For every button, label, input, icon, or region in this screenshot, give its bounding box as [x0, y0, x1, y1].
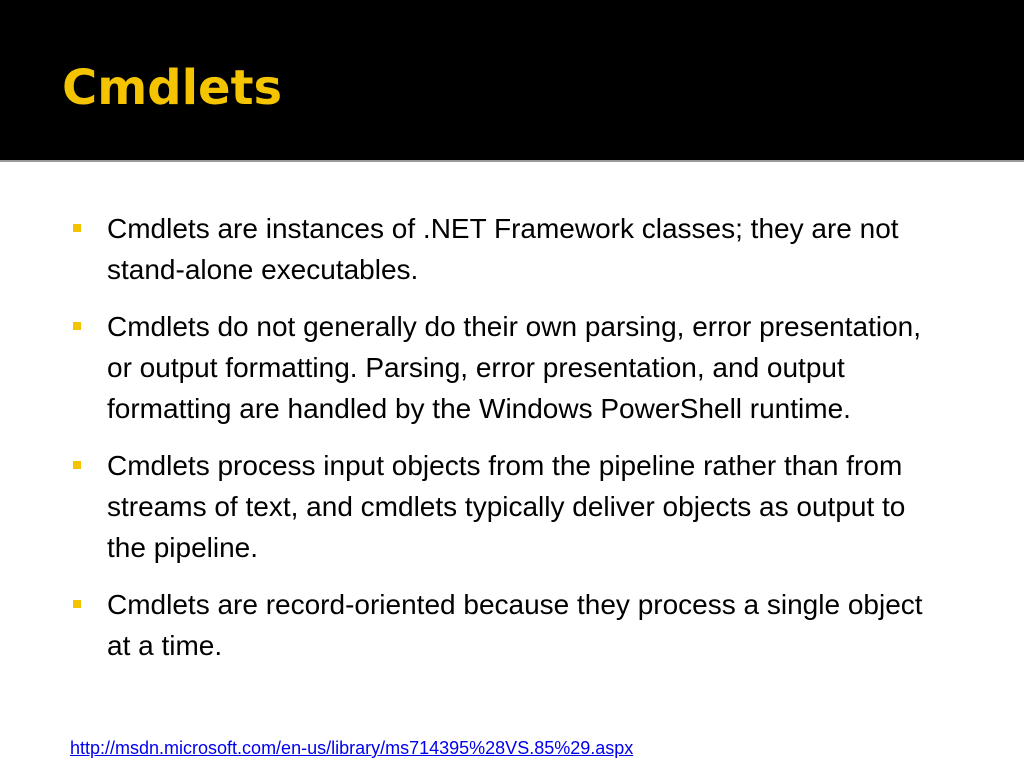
- bullet-item: [72, 306, 952, 429]
- bullet-item: [72, 584, 952, 666]
- bullet-text: Cmdlets are record-oriented because they process a single object at a time.: [107, 589, 923, 661]
- bullet-item: [72, 208, 952, 290]
- bullet-list: [72, 208, 952, 682]
- square-bullet-icon: [73, 600, 81, 608]
- bullet-text: Cmdlets do not generally do their own parsing, error presentation, or output formatting. Parsing, error presentation, and output formatting are handled by the Windows PowerShell runtime.: [107, 311, 921, 424]
- bullet-text: Cmdlets are instances of .NET Framework classes; they are not stand-alone executables.: [107, 213, 899, 285]
- square-bullet-icon: [73, 322, 81, 330]
- square-bullet-icon: [73, 461, 81, 469]
- bullet-item: [72, 445, 952, 568]
- slide-title: Cmdlets: [62, 60, 283, 116]
- square-bullet-icon: [73, 224, 81, 232]
- title-bar: [0, 0, 1024, 160]
- content-area: [0, 162, 1024, 768]
- source-link[interactable]: http://msdn.microsoft.com/en-us/library/ms714395%28VS.85%29.aspx: [70, 738, 634, 758]
- bullet-text: Cmdlets process input objects from the pipeline rather than from streams of text, and cmdlets typically deliver objects as output to the pipeline.: [107, 450, 906, 563]
